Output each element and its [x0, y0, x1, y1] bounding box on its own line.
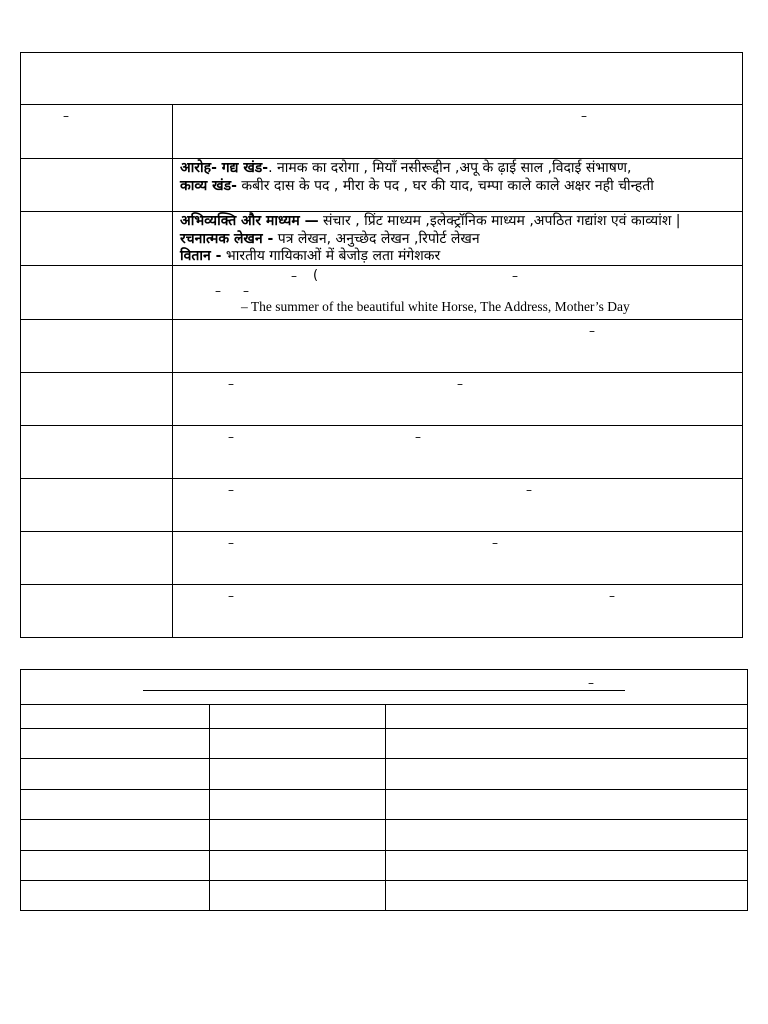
vitan-label: वितान - [180, 248, 222, 264]
rachnatmak-label: रचनात्मक लेखन - [180, 231, 274, 247]
abhivyakti-label: अभिव्यक्ति और माध्यम — [180, 213, 319, 229]
aaroh-line-2 [180, 178, 654, 195]
row1-col1-dash: – [63, 109, 69, 123]
row10-dash-2: – [492, 536, 498, 550]
row7-dash-1: – [228, 377, 234, 391]
row8-dash-1: – [228, 430, 234, 444]
row10-dash-1: – [228, 536, 234, 550]
english-paren: ( [313, 268, 319, 283]
english-dash-c: – [215, 284, 221, 298]
abhivyakti-line-3 [180, 248, 440, 265]
row6-dash: – [589, 324, 595, 338]
english-dash-a: – [291, 269, 297, 283]
header-underline [143, 690, 625, 691]
row11-dash-2: – [609, 589, 615, 603]
kavya-khand-text: कबीर दास के पद , मीरा के पद , घर की याद, चम्पा काले काले अक्षर नही चीन्हती [236, 178, 654, 194]
abhivyakti-line-1 [180, 213, 681, 230]
english-dash-d: – [243, 284, 249, 298]
aaroh-gadya-text: . नामक का दरोगा , मियाँ नसीरूद्दीन ,अपू के ढ़ाई साल ,विदाई संभाषण, [268, 160, 632, 176]
aaroh-gadya-label: आरोह- गद्य खंड- [180, 160, 269, 176]
abhivyakti-text: संचार , प्रिंट माध्यम ,इलेक्ट्रॉनिक माध्यम ,अपठित गद्यांश एवं काव्यांश | [318, 213, 681, 229]
row11-dash-1: – [228, 589, 234, 603]
header-dash: – [588, 676, 594, 690]
aaroh-line-1 [180, 160, 631, 177]
kavya-khand-label: काव्य खंड- [180, 178, 237, 194]
english-dash-b: – [512, 269, 518, 283]
vitan-text: भारतीय गायिकाओं में बेजोड़ लता मंगेशकर [221, 248, 441, 264]
english-books-text: – The summer of the beautiful white Horse, The Address, Mother’s Day [241, 299, 630, 314]
row1-col2-dash: – [581, 109, 587, 123]
row8-dash-2: – [415, 430, 421, 444]
row7-dash-2: – [457, 377, 463, 391]
row9-dash-1: – [228, 483, 234, 497]
row9-dash-2: – [526, 483, 532, 497]
abhivyakti-line-2 [180, 231, 480, 248]
rachnatmak-text: पत्र लेखन, अनुच्छेद लेखन ,रिपोर्ट लेखन [273, 231, 480, 247]
